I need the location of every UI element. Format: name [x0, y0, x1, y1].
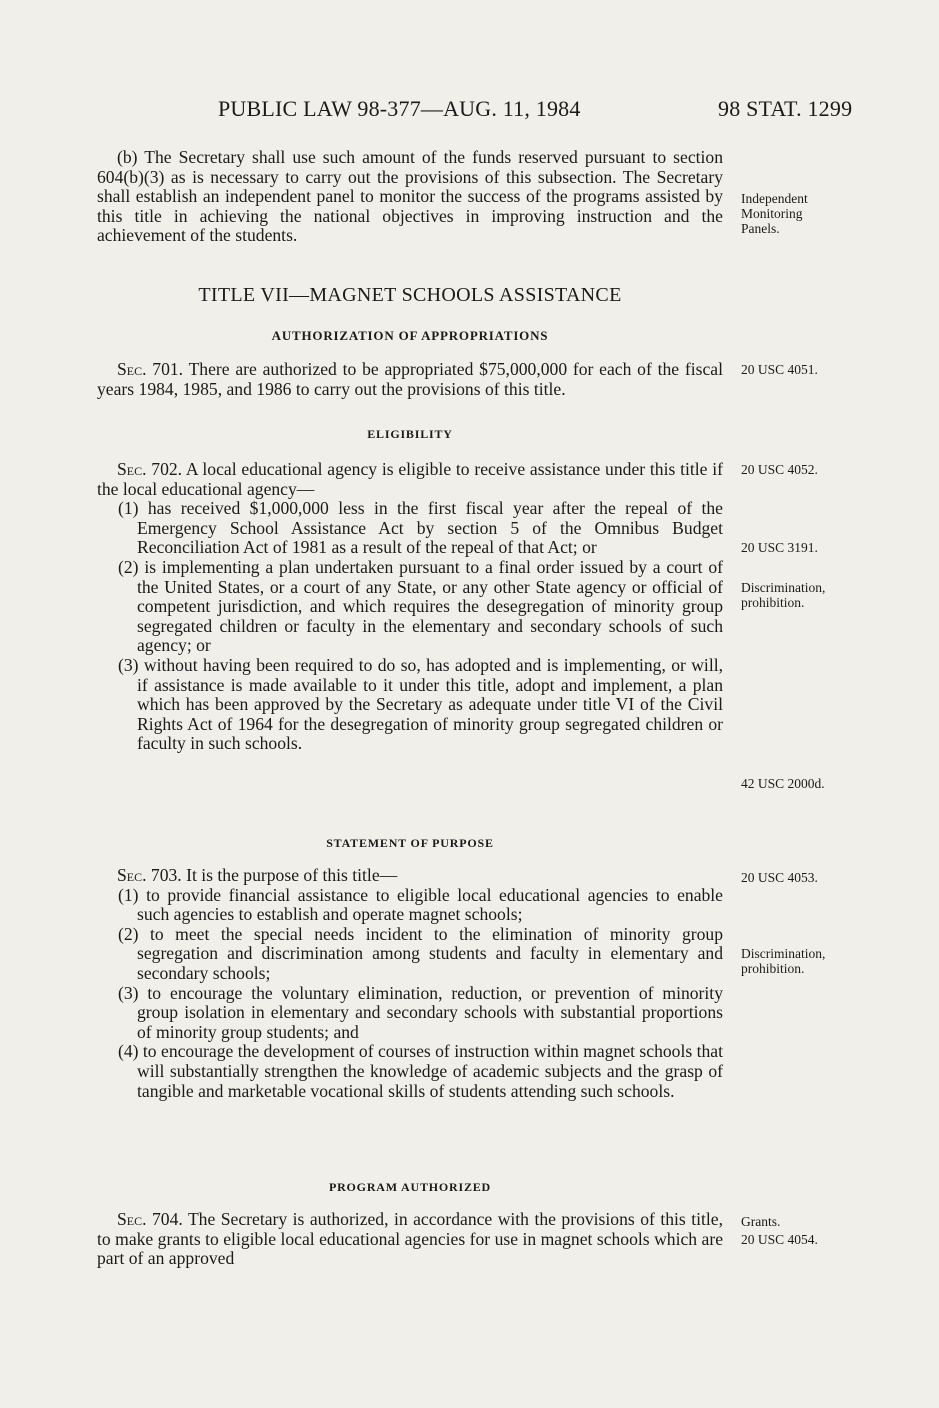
title-heading: TITLE VII—MAGNET SCHOOLS ASSISTANCE — [198, 284, 622, 306]
running-header-title: PUBLIC LAW 98-377—AUG. 11, 1984 — [218, 96, 581, 121]
section-label-703: Sec. 703. — [117, 865, 182, 885]
margin-note-usc-4053: 20 USC 4053. — [741, 870, 818, 885]
list-item: (3) to encourage the voluntary elimination, reduction, or prevention of minority group isolation in elementary and secondary schools with substantial proportions of minority group students; and — [118, 982, 723, 1042]
section-label-701: Sec. 701. — [117, 359, 184, 379]
margin-note-independent: Independent Monitoring Panels. — [741, 191, 808, 236]
auth-heading-block — [97, 326, 723, 346]
list-item: (2) to meet the special needs incident to the elimination of minority group segregation and discrimination among students and faculty in elementary and secondary schools; — [118, 923, 723, 983]
heading-purpose: STATEMENT OF PURPOSE — [326, 836, 494, 850]
list-item: (1) to provide financial assistance to eligible local educational agencies to enable such agencies to establish and operate magnet schools; — [118, 884, 723, 925]
margin-note-grants: Grants. — [741, 1214, 781, 1229]
eligibility-heading-block — [97, 425, 723, 445]
margin-note-usc-2000d: 42 USC 2000d. — [741, 776, 825, 791]
program-heading-block — [97, 1178, 723, 1198]
list-item: (1) has received $1,000,000 less in the first fiscal year after the repeal of the Emergency School Assistance Act by section 5 of the Omnibus Budget Reconciliation Act of 1981 as a result of the repeal of that Act; or — [118, 498, 723, 558]
section-701 — [97, 360, 723, 399]
heading-authorization: AUTHORIZATION OF APPROPRIATIONS — [271, 328, 549, 343]
list-item: (2) is implementing a plan undertaken pursuant to a final order issued by a court of the United States, or a court of any State, or any other State agency or official of competent jurisdiction, and which requires the desegregation of minority group segregated children or faculty in the elementary and secondary schools of such agency; or — [118, 556, 723, 656]
section-704 — [97, 1210, 723, 1269]
list-item: (3) without having been required to do so, has adopted and is implementing, or will, if assistance is made available to it under this title, adopt and implement, a plan which has been approved by the Secretary as adequate under title VI of the Civil Rights Act of 1964 for the desegregation of minority group segregated children or faculty in such schools. — [118, 654, 723, 754]
body-column-top — [97, 148, 723, 246]
section-text-702: A local educational agency is eligible to receive assistance under this title if the local educational agency— — [97, 459, 723, 499]
section-text-701: There are authorized to be appropriated $75,000,000 for each of the fiscal years 1984, 1985, and 1986 to carry out the provisions of this title. — [97, 359, 723, 399]
section-text-704: The Secretary is authorized, in accordance with the provisions of this title, to make grants to eligible local educational agencies for use in magnet schools which are part of an approved — [97, 1209, 723, 1269]
section-702 — [97, 460, 723, 754]
margin-note-discrimination-2: Discrimination, prohibition. — [741, 946, 826, 976]
margin-note-usc-4052: 20 USC 4052. — [741, 462, 818, 477]
running-header-stat: 98 STAT. 1299 — [718, 96, 853, 121]
section-text-703: It is the purpose of this title— — [186, 865, 398, 885]
section-703 — [97, 866, 723, 1101]
heading-eligibility: ELIGIBILITY — [367, 427, 453, 441]
margin-note-usc-3191: 20 USC 3191. — [741, 540, 818, 555]
margin-note-usc-4051: 20 USC 4051. — [741, 362, 818, 377]
purpose-heading-block — [97, 834, 723, 854]
section-label-704: Sec. 704. — [117, 1209, 183, 1229]
title-block — [97, 286, 723, 316]
margin-note-discrimination-1: Discrimination, prohibition. — [741, 580, 826, 610]
heading-program: PROGRAM AUTHORIZED — [328, 1180, 492, 1194]
margin-note-usc-4054: 20 USC 4054. — [741, 1232, 818, 1247]
paragraph-b: (b) The Secretary shall use such amount of the funds reserved pursuant to section 604(b)(3) as is necessary to carry out the provisions of this subsection. The Secretary shall establish an independent panel to monitor the success of the programs assisted by this title in achieving the national objectives in improving instruction and the achievement of the students. — [97, 147, 723, 246]
section-label-702: Sec. 702. — [117, 459, 183, 479]
list-item: (4) to encourage the development of courses of instruction within magnet schools that will substantially strengthen the knowledge of academic subjects and the grasp of tangible and marketable vocational skills of students attending such schools. — [118, 1041, 723, 1101]
